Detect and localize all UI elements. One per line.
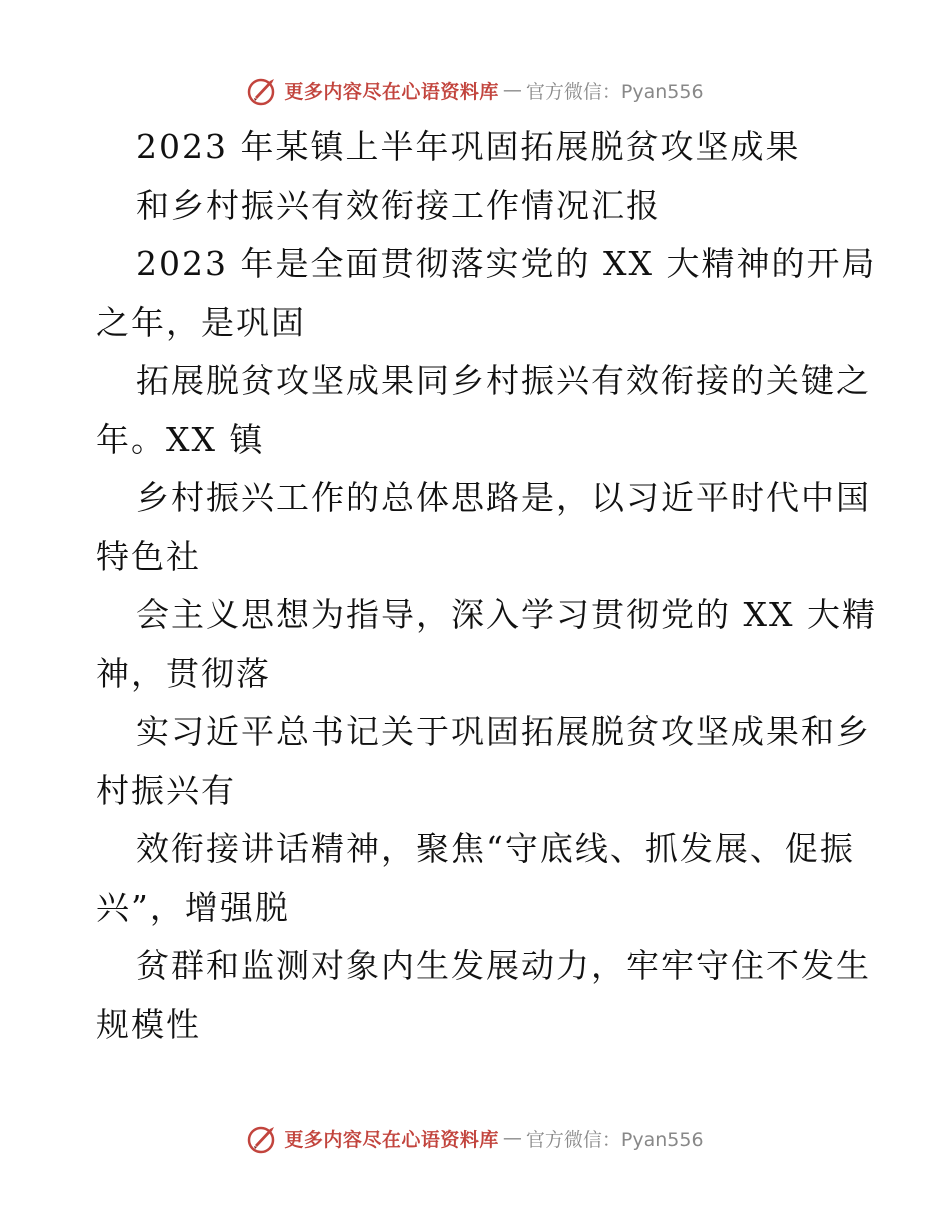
- paragraph-line: 特色社: [96, 536, 201, 576]
- paragraph-line: 会主义思想为指导，深入学习贯彻党的 XX 大精: [136, 595, 877, 634]
- header-banner-separator: —: [502, 79, 522, 101]
- header-banner-text: 更多内容尽在心语资料库: [284, 80, 499, 103]
- pen-logo-icon: [246, 1121, 280, 1155]
- paragraph-line: 拓展脱贫攻坚成果同乡村振兴有效衔接的关键之: [136, 361, 871, 400]
- paragraph-line: 2023 年是全面贯彻落实党的 XX 大精神的开局: [136, 244, 877, 283]
- paragraph-line: 村振兴有: [96, 770, 236, 810]
- paragraph-line: 年。XX 镇: [96, 419, 265, 459]
- document-body: [96, 118, 877, 1054]
- title-line-2: 和乡村振兴有效衔接工作情况汇报: [136, 185, 661, 225]
- footer-banner-inner: [246, 1121, 703, 1155]
- paragraph-line: 实习近平总书记关于巩固拓展脱贫攻坚成果和乡: [136, 712, 871, 751]
- paragraph-line: 之年，是巩固: [96, 302, 306, 342]
- header-banner-wechat: 官方微信：Pyan556: [525, 80, 704, 103]
- paragraph-line: 神，贯彻落: [96, 653, 271, 693]
- paragraph-line: 效衔接讲话精神，聚焦“守底线、抓发展、促振: [136, 829, 855, 868]
- footer-banner: [0, 1118, 950, 1158]
- title-line-1: 2023 年某镇上半年巩固拓展脱贫攻坚成果: [136, 127, 801, 166]
- paragraph-line: 规模性: [96, 1004, 201, 1044]
- header-banner: [0, 70, 950, 110]
- footer-banner-wechat: 官方微信：Pyan556: [525, 1128, 704, 1151]
- header-banner-inner: [246, 73, 703, 107]
- paragraph-line: 乡村振兴工作的总体思路是，以习近平时代中国: [136, 478, 871, 517]
- paragraph-line: 贫群和监测对象内生发展动力，牢牢守住不发生: [136, 946, 871, 985]
- footer-banner-text: 更多内容尽在心语资料库: [284, 1128, 499, 1151]
- pen-logo-icon: [246, 73, 280, 107]
- footer-banner-separator: —: [502, 1127, 522, 1149]
- paragraph-line: 兴”，增强脱: [96, 887, 290, 927]
